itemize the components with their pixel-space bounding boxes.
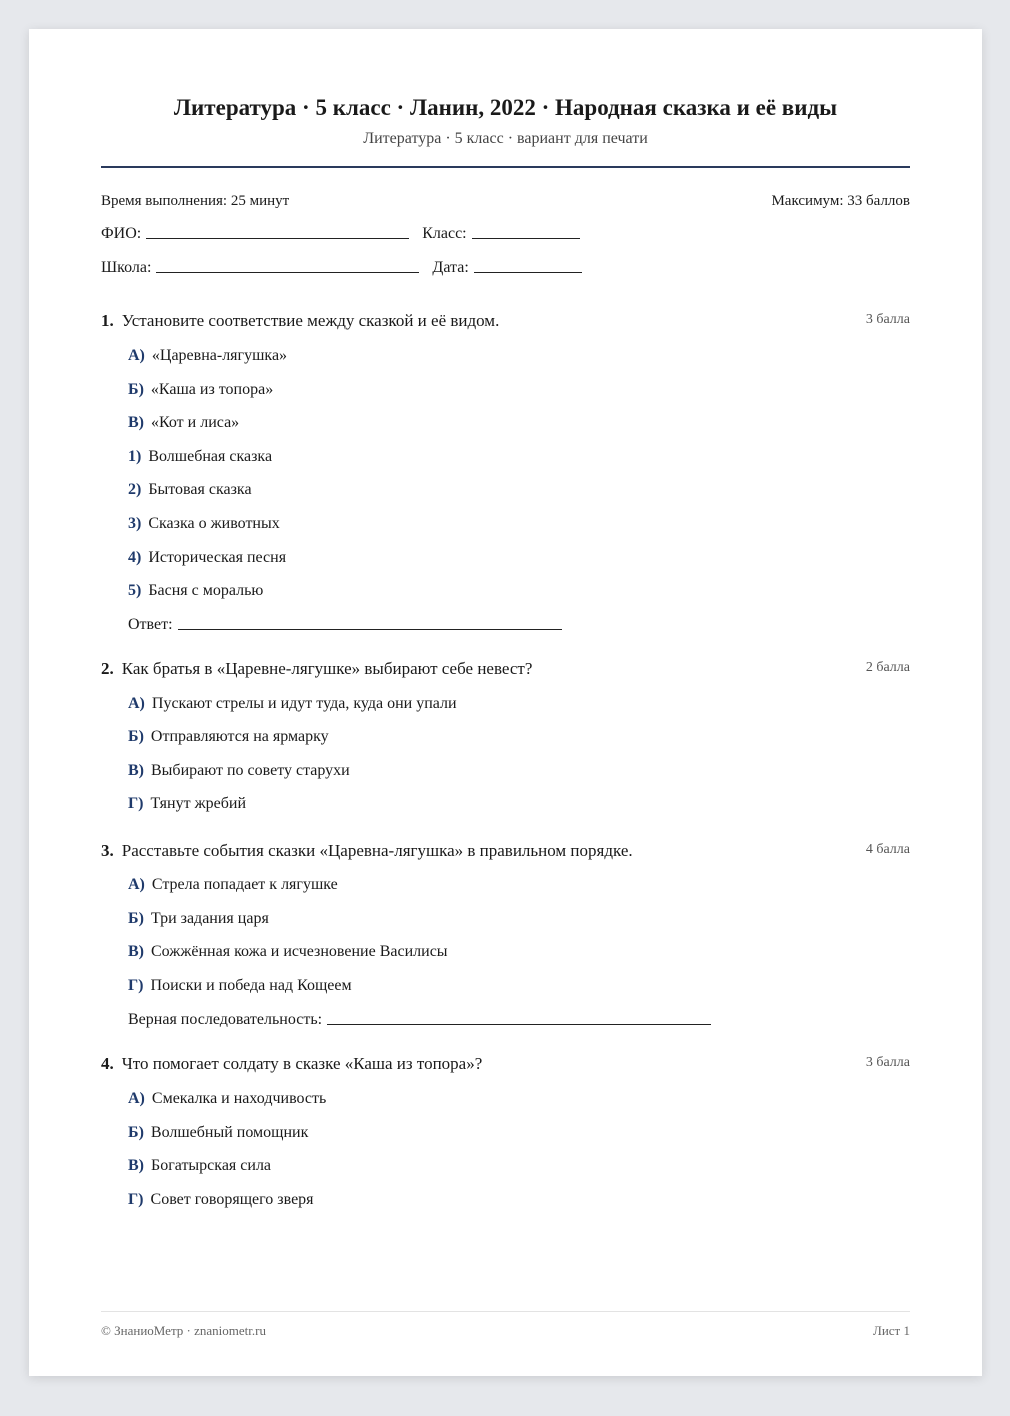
question-2 [101,659,910,679]
option-letter: Г) [128,977,144,994]
option-text: «Кот и лиса» [151,414,240,431]
option-letter: А) [128,876,145,893]
worksheet-page [29,29,982,1376]
option-letter: Б) [128,910,144,927]
option-letter: А) [128,347,145,364]
option-letter: В) [128,943,144,960]
footer-copyright: © ЗнаниоМетр · znaniometr.ru [101,1323,266,1338]
option-text: Тянут жребий [150,795,247,812]
question-points: 4 балла [865,842,910,857]
footer-divider [101,1311,910,1312]
answer-option [128,1191,314,1209]
option-letter: В) [128,762,144,779]
option-letter: 1) [128,448,142,465]
option-text: Волшебный помощник [150,1124,309,1141]
answer-option [128,728,329,746]
answer-option [128,381,273,399]
option-text: Историческая песня [148,549,287,566]
question-number: 4. [101,1054,114,1073]
question-text: Как братья в «Царевне-лягушке» выбирают себе невест? [121,659,533,678]
date-label: Дата: [432,259,469,276]
header-divider [101,166,910,168]
answer-option [128,910,269,928]
option-text: Сказка о животных [148,515,280,532]
question-text: Что помогает солдату в сказке «Каша из топора»? [121,1054,483,1073]
class-field[interactable] [472,237,580,239]
answer-field[interactable] [178,628,562,630]
option-text: Пускают стрелы и идут туда, куда они упали [151,695,457,712]
footer-page-number: Лист 1 [873,1323,910,1338]
answer-option [128,347,287,365]
option-text: Три задания царя [150,910,269,927]
max-score: Максимум: 33 баллов [771,193,910,209]
answer-option [128,1090,326,1108]
answer-option [128,876,338,894]
page-footer [101,1323,910,1339]
answer-option [128,515,280,533]
option-text: Стрела попадает к лягушке [151,876,338,893]
time-limit: Время выполнения: 25 минут [101,193,290,209]
question-number: 3. [101,841,114,860]
answer-option [128,582,263,600]
answer-label: Верная последовательность: [128,1011,323,1028]
option-letter: Б) [128,728,144,745]
answer-option [128,943,448,961]
date-field[interactable] [474,271,582,273]
option-letter: 3) [128,515,142,532]
sequence-field[interactable] [327,1023,711,1025]
question-1 [101,311,910,331]
answer-option [128,1124,308,1142]
option-letter: 4) [128,549,142,566]
option-letter: 2) [128,481,142,498]
question-4 [101,1054,910,1074]
question-points: 3 балла [865,312,910,327]
option-letter: В) [128,1157,144,1174]
question-points: 3 балла [865,1055,910,1070]
option-letter: Б) [128,381,144,398]
fio-field[interactable] [146,237,409,239]
fio-class-row [101,225,580,243]
option-letter: Г) [128,795,144,812]
option-text: Бытовая сказка [148,481,252,498]
answer-option [128,549,286,567]
question-text: Установите соответствие между сказкой и её видом. [121,311,500,330]
question-number: 1. [101,311,114,330]
option-text: «Царевна-лягушка» [151,347,288,364]
fio-label: ФИО: [101,225,142,242]
class-label: Класс: [422,225,467,242]
answer-option [128,1157,271,1175]
option-text: Совет говорящего зверя [150,1191,314,1208]
option-text: Басня с моралью [148,582,264,599]
answer-label: Ответ: [128,616,173,633]
option-text: Отправляются на ярмарку [150,728,329,745]
option-letter: Г) [128,1191,144,1208]
question-3 [101,841,910,861]
answer-option [128,448,272,466]
option-text: «Каша из топора» [150,381,274,398]
answer-row [128,1011,711,1029]
option-letter: В) [128,414,144,431]
option-letter: Б) [128,1124,144,1141]
school-label: Школа: [101,259,152,276]
answer-option [128,977,352,995]
option-text: Выбирают по совету старухи [151,762,350,779]
option-text: Богатырская сила [151,1157,272,1174]
option-letter: 5) [128,582,142,599]
question-text: Расставьте события сказки «Царевна-лягушка» в правильном порядке. [121,841,633,860]
option-text: Сожжённая кожа и исчезновение Василисы [151,943,448,960]
option-text: Смекалка и находчивость [151,1090,327,1107]
answer-row [128,616,562,634]
option-letter: А) [128,1090,145,1107]
answer-option [128,762,350,780]
option-text: Волшебная сказка [148,448,273,465]
answer-option [128,414,239,432]
school-field[interactable] [156,271,419,273]
page-subtitle: Литература · 5 класс · вариант для печати [363,130,648,147]
school-date-row [101,259,582,277]
answer-option [128,795,246,813]
option-text: Поиски и победа над Кощеем [150,977,352,994]
answer-option [128,695,457,713]
meta-row [101,193,910,210]
option-letter: А) [128,695,145,712]
answer-option [128,481,252,499]
page-title: Литература · 5 класс · Ланин, 2022 · Народная сказка и её виды [173,95,838,120]
question-points: 2 балла [865,660,910,675]
question-number: 2. [101,659,114,678]
